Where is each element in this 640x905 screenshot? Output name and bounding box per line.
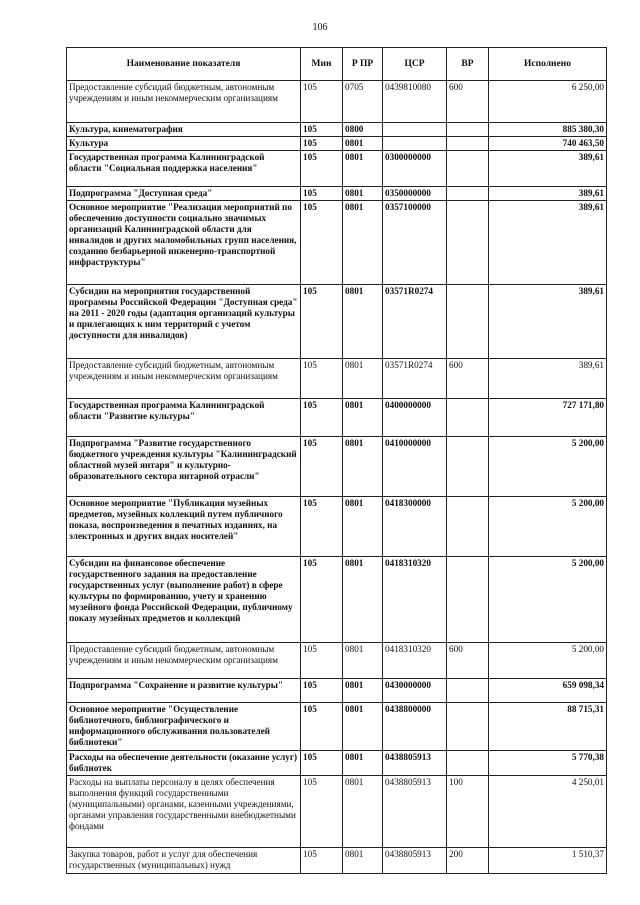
cell-name: Государственная программа Калининградской области "Социальная поддержка населения" [67,151,301,187]
cell-min: 105 [301,776,343,848]
cell-rpr: 0801 [343,848,383,874]
cell-csr: 0400000000 [383,399,447,437]
cell-csr [383,137,447,151]
cell-min: 105 [301,359,343,399]
cell-sum: 885 380,30 [489,123,607,137]
cell-rpr: 0801 [343,679,383,703]
cell-min: 105 [301,123,343,137]
table-header-row [67,48,607,81]
cell-min: 105 [301,187,343,201]
budget-execution-table [66,47,607,874]
cell-csr: 0418310320 [383,643,447,679]
cell-sum: 659 098,34 [489,679,607,703]
cell-csr: 0438805913 [383,848,447,874]
cell-min: 105 [301,703,343,751]
header-vr: ВР [447,48,489,81]
cell-name: Подпрограмма "Развитие государственного бюджетного учреждения культуры "Калининградский областной музей янтаря" и культурно-образовательного сектора янтарной отрасли" [67,437,301,497]
cell-csr: 0300000000 [383,151,447,187]
cell-sum: 727 171,80 [489,399,607,437]
cell-min: 105 [301,81,343,123]
cell-name: Субсидии на мероприятия государственной программы Российской Федерации "Доступная среда" на 2011 - 2020 годы (адаптация организаций культуры и прилегающих к ним территорий с учетом доступности для инвалидов) [67,285,301,359]
table-row [67,703,607,751]
cell-rpr: 0801 [343,399,383,437]
cell-rpr: 0801 [343,151,383,187]
cell-rpr: 0801 [343,497,383,557]
cell-vr [447,137,489,151]
cell-csr [383,123,447,137]
table-row [67,751,607,776]
cell-rpr: 0801 [343,776,383,848]
cell-vr [447,201,489,285]
header-rpr: Р ПР [343,48,383,81]
cell-sum: 5 770,38 [489,751,607,776]
cell-vr [447,285,489,359]
cell-rpr: 0801 [343,201,383,285]
cell-vr [447,399,489,437]
cell-sum: 5 200,00 [489,643,607,679]
cell-sum: 6 250,00 [489,81,607,123]
cell-rpr: 0801 [343,437,383,497]
table-row [67,399,607,437]
cell-csr: 0438805913 [383,776,447,848]
cell-vr: 600 [447,643,489,679]
cell-sum: 389,61 [489,359,607,399]
cell-vr: 100 [447,776,489,848]
cell-min: 105 [301,679,343,703]
cell-rpr: 0801 [343,643,383,679]
cell-min: 105 [301,437,343,497]
page-number: 106 [312,22,328,33]
cell-vr [447,437,489,497]
cell-min: 105 [301,201,343,285]
cell-csr: 03571R0274 [383,359,447,399]
cell-min: 105 [301,751,343,776]
cell-sum: 1 510,37 [489,848,607,874]
cell-csr: 0418300000 [383,497,447,557]
table-row [67,187,607,201]
cell-sum: 389,61 [489,151,607,187]
cell-vr [447,751,489,776]
cell-vr: 200 [447,848,489,874]
cell-vr [447,123,489,137]
cell-sum: 389,61 [489,201,607,285]
table-row [67,848,607,874]
cell-vr: 600 [447,81,489,123]
header-name: Наименование показателя [67,48,301,81]
table-row [67,437,607,497]
cell-rpr: 0801 [343,187,383,201]
cell-name: Предоставление субсидий бюджетным, автономным учреждениям и иным некоммерческим организациям [67,81,301,123]
cell-csr: 0439810080 [383,81,447,123]
cell-sum: 740 463,50 [489,137,607,151]
table-row [67,285,607,359]
cell-vr [447,497,489,557]
table-row [67,776,607,848]
header-min: Мин [301,48,343,81]
table-row [67,557,607,643]
cell-name: Основное мероприятие "Осуществление библиотечного, библиографического и информационного обслуживания пользователей библиотеки" [67,703,301,751]
table-row [67,123,607,137]
cell-min: 105 [301,497,343,557]
cell-sum: 389,61 [489,187,607,201]
cell-csr: 0430000000 [383,679,447,703]
cell-name: Государственная программа Калининградской области "Развитие культуры" [67,399,301,437]
table-row [67,643,607,679]
cell-name: Предоставление субсидий бюджетным, автономным учреждениям и иным некоммерческим организациям [67,643,301,679]
cell-rpr: 0801 [343,703,383,751]
cell-sum: 4 250,01 [489,776,607,848]
cell-name: Основное мероприятие "Реализация мероприятий по обеспечению доступности социально значимых организаций Калининградской области для инвалидов и других маломобильных групп населения, созданию безбарьерной инженерно-транспортной инфраструктуры" [67,201,301,285]
table-row [67,359,607,399]
table-row [67,151,607,187]
cell-min: 105 [301,643,343,679]
cell-min: 105 [301,137,343,151]
cell-rpr: 0801 [343,137,383,151]
cell-csr: 0357100000 [383,201,447,285]
table-row [67,497,607,557]
cell-vr [447,151,489,187]
cell-csr: 0438805913 [383,751,447,776]
cell-min: 105 [301,285,343,359]
cell-csr: 0410000000 [383,437,447,497]
cell-rpr: 0801 [343,751,383,776]
cell-vr [447,187,489,201]
cell-vr [447,679,489,703]
cell-csr: 03571R0274 [383,285,447,359]
cell-rpr: 0800 [343,123,383,137]
cell-min: 105 [301,848,343,874]
cell-csr: 0418310320 [383,557,447,643]
cell-rpr: 0801 [343,285,383,359]
cell-sum: 389,61 [489,285,607,359]
cell-name: Расходы на выплаты персоналу в целях обеспечения выполнения функций государственными (муниципальными) органами, казенными учреждениями, органами управления государственными внебюджетными фондами [67,776,301,848]
cell-rpr: 0801 [343,557,383,643]
cell-rpr: 0705 [343,81,383,123]
cell-sum: 5 200,00 [489,557,607,643]
cell-name: Субсидии на финансовое обеспечение государственного задания на предоставление государственных услуг (выполнение работ) в сфере культуры по формированию, учету и хранению музейного фонда Российской Федерации, публичному показу музейных предметов и коллекций [67,557,301,643]
table-row [67,201,607,285]
cell-rpr: 0801 [343,359,383,399]
table-row [67,81,607,123]
cell-min: 105 [301,151,343,187]
cell-name: Подпрограмма "Доступная среда" [67,187,301,201]
cell-csr: 0438800000 [383,703,447,751]
cell-vr [447,557,489,643]
table-row [67,137,607,151]
table-row [67,679,607,703]
cell-min: 105 [301,399,343,437]
cell-name: Закупка товаров, работ и услуг для обеспечения государственных (муниципальных) нужд [67,848,301,874]
cell-vr: 600 [447,359,489,399]
cell-csr: 0350000000 [383,187,447,201]
header-csr: ЦСР [383,48,447,81]
cell-name: Основное мероприятие "Публикация музейных предметов, музейных коллекций путем публичного показа, воспроизведения в печатных изданиях, на электронных и других видах носителей" [67,497,301,557]
cell-name: Расходы на обеспечение деятельности (оказание услуг) библиотек [67,751,301,776]
cell-name: Предоставление субсидий бюджетным, автономным учреждениям и иным некоммерческим организациям [67,359,301,399]
cell-name: Культура [67,137,301,151]
header-sum: Исполнено [489,48,607,81]
cell-sum: 88 715,31 [489,703,607,751]
cell-min: 105 [301,557,343,643]
cell-sum: 5 200,00 [489,437,607,497]
cell-name: Культура, кинематография [67,123,301,137]
cell-vr [447,703,489,751]
cell-sum: 5 200,00 [489,497,607,557]
cell-name: Подпрограмма "Сохранение и развитие культуры" [67,679,301,703]
